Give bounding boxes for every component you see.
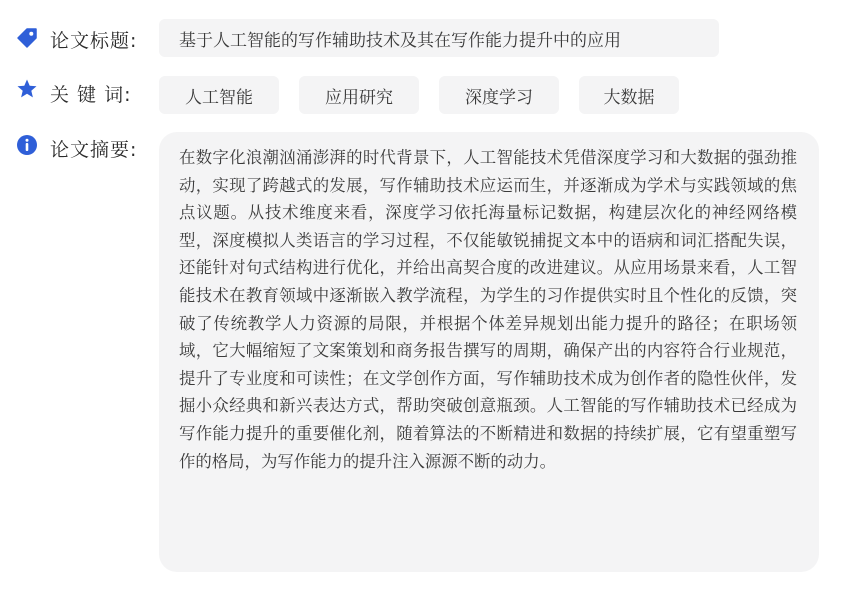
keywords-label: 关 键 词:: [50, 84, 132, 106]
star-icon: [16, 78, 38, 100]
keyword-tag: 人工智能: [159, 76, 279, 114]
keyword-tag: 应用研究: [299, 76, 419, 114]
title-value: 基于人工智能的写作辅助技术及其在写作能力提升中的应用: [159, 19, 719, 57]
keyword-tag: 大数据: [579, 76, 679, 114]
info-icon: [16, 134, 38, 156]
tag-icon: [16, 27, 38, 49]
title-label: 论文标题:: [50, 30, 138, 52]
abstract-box: [159, 132, 819, 572]
keyword-tag: 深度学习: [439, 76, 559, 114]
abstract-label: 论文摘要:: [50, 139, 138, 161]
abstract-text: 在数字化浪潮汹涌澎湃的时代背景下，人工智能技术凭借深度学习和大数据的强劲推动，实现了跨越式的发展，写作辅助技术应运而生，并逐渐成为学术与实践领域的焦点议题。从技术维度来看，深度学习依托海量标记数据，构建层次化的神经网络模型，深度模拟人类语言的学习过程，不仅能敏锐捕捉文本中的语病和词汇搭配失误，还能针对句式结构进行优化，并给出高契合度的改进建议。从应用场景来看，人工智能技术在教育领域中逐渐嵌入教学流程，为学生的习作提供实时且个性化的反馈，突破了传统教学人力资源的局限，并根据个体差异规划出能力提升的路径；在职场领域，它大幅缩短了文案策划和商务报告撰写的周期，确保产出的内容符合行业规范，提升了专业度和可读性；在文学创作方面，写作辅助技术成为创作者的隐性伙伴，发掘小众经典和新兴表达方式，帮助突破创意瓶颈。人工智能的写作辅助技术已经成为写作能力提升的重要催化剂，随着算法的不断精进和数据的持续扩展，它有望重塑写作的格局，为写作能力的提升注入源源不断的动力。: [179, 148, 797, 471]
